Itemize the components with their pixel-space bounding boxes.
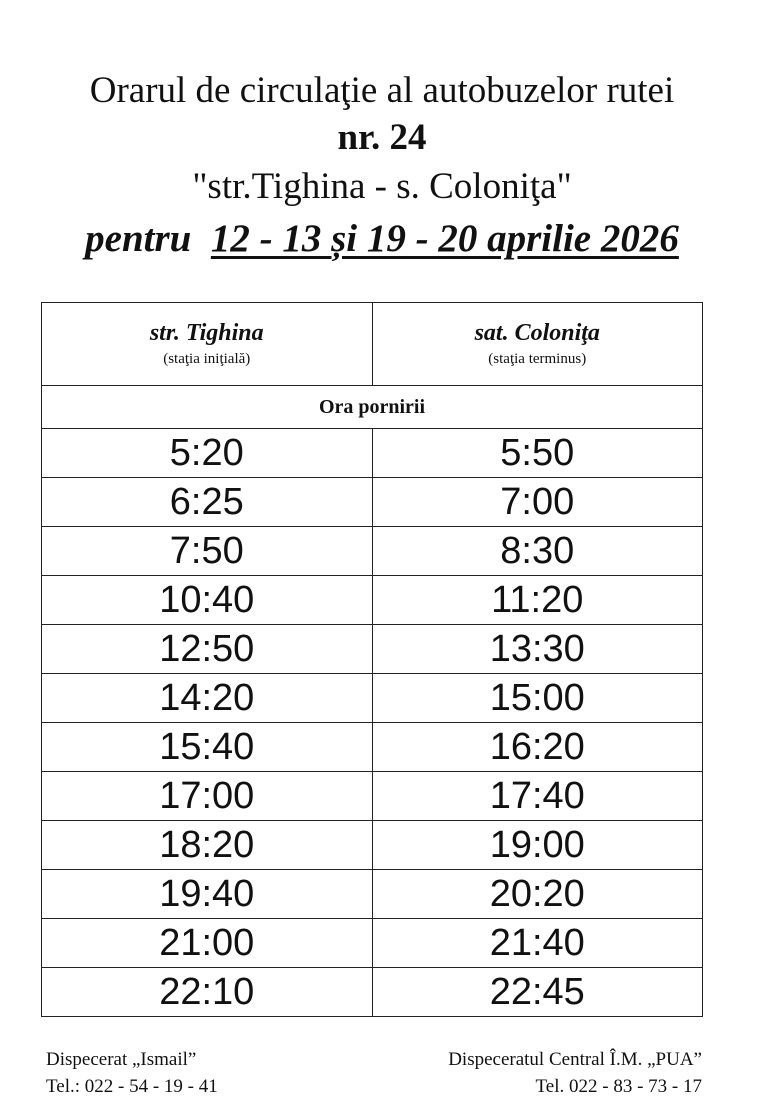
departure-time-tighina: 6:25 (42, 478, 373, 527)
departure-time-tighina: 14:20 (42, 674, 373, 723)
timetable-subheader-row (42, 386, 703, 429)
departure-time-colonita: 17:40 (372, 772, 703, 821)
table-row (42, 478, 703, 527)
departure-time-colonita: 21:40 (372, 919, 703, 968)
departure-time-colonita: 15:00 (372, 674, 703, 723)
dispatcher-name: Dispecerat „Ismail” (46, 1049, 197, 1070)
table-row (42, 625, 703, 674)
departure-time-tighina: 10:40 (42, 576, 373, 625)
central-dispatcher-phone: Tel. 022 - 83 - 73 - 17 (535, 1076, 702, 1097)
terminus-stop-name: sat. Coloniţa (474, 320, 600, 346)
departure-time-tighina: 18:20 (42, 821, 373, 870)
route-number: nr. 24 (337, 117, 427, 158)
validity-date-range: 12 - 13 și 19 - 20 aprilie 2026 (210, 217, 679, 260)
departure-time-colonita: 8:30 (372, 527, 703, 576)
table-row (42, 821, 703, 870)
departure-time-colonita: 22:45 (372, 968, 703, 1017)
departure-time-colonita: 5:50 (372, 429, 703, 478)
departure-time-tighina: 5:20 (42, 429, 373, 478)
table-row (42, 870, 703, 919)
column-header-origin (42, 303, 373, 386)
central-dispatcher-name: Dispeceratul Central Î.M. „PUA” (448, 1049, 702, 1070)
origin-stop-name: str. Tighina (149, 320, 264, 346)
column-header-terminus (372, 303, 703, 386)
table-row (42, 429, 703, 478)
departure-time-tighina: 12:50 (42, 625, 373, 674)
departure-time-colonita: 11:20 (372, 576, 703, 625)
table-row (42, 919, 703, 968)
departure-time-tighina: 21:00 (42, 919, 373, 968)
departure-time-colonita: 16:20 (372, 723, 703, 772)
departure-time-tighina: 19:40 (42, 870, 373, 919)
timetable (41, 302, 703, 1017)
terminus-stop-note: (staţia terminus) (488, 351, 587, 367)
route-name: "str.Tighina - s. Coloniţa" (192, 166, 572, 207)
departure-time-tighina: 7:50 (42, 527, 373, 576)
departure-time-tighina: 17:00 (42, 772, 373, 821)
departure-time-colonita: 7:00 (372, 478, 703, 527)
origin-stop-note: (staţia iniţială) (163, 351, 251, 367)
validity-prefix: pentru (85, 217, 192, 260)
table-row (42, 576, 703, 625)
table-row (42, 674, 703, 723)
title-line: Orarul de circulaţie al autobuzelor rutei (89, 70, 675, 111)
validity-dates (0, 212, 764, 266)
departure-time-colonita: 13:30 (372, 625, 703, 674)
schedule-title (0, 68, 764, 266)
footer-dispatcher-central (448, 1046, 702, 1100)
departure-time-colonita: 19:00 (372, 821, 703, 870)
departure-time-tighina: 22:10 (42, 968, 373, 1017)
footer-dispatcher-ismail (46, 1046, 218, 1100)
table-row (42, 968, 703, 1017)
departure-time-colonita: 20:20 (372, 870, 703, 919)
table-row (42, 527, 703, 576)
departure-time-label: Ora pornirii (42, 386, 703, 429)
table-row (42, 723, 703, 772)
table-row (42, 772, 703, 821)
dispatcher-phone: Tel.: 022 - 54 - 19 - 41 (46, 1076, 218, 1097)
departure-time-tighina: 15:40 (42, 723, 373, 772)
timetable-header-row (42, 303, 703, 386)
